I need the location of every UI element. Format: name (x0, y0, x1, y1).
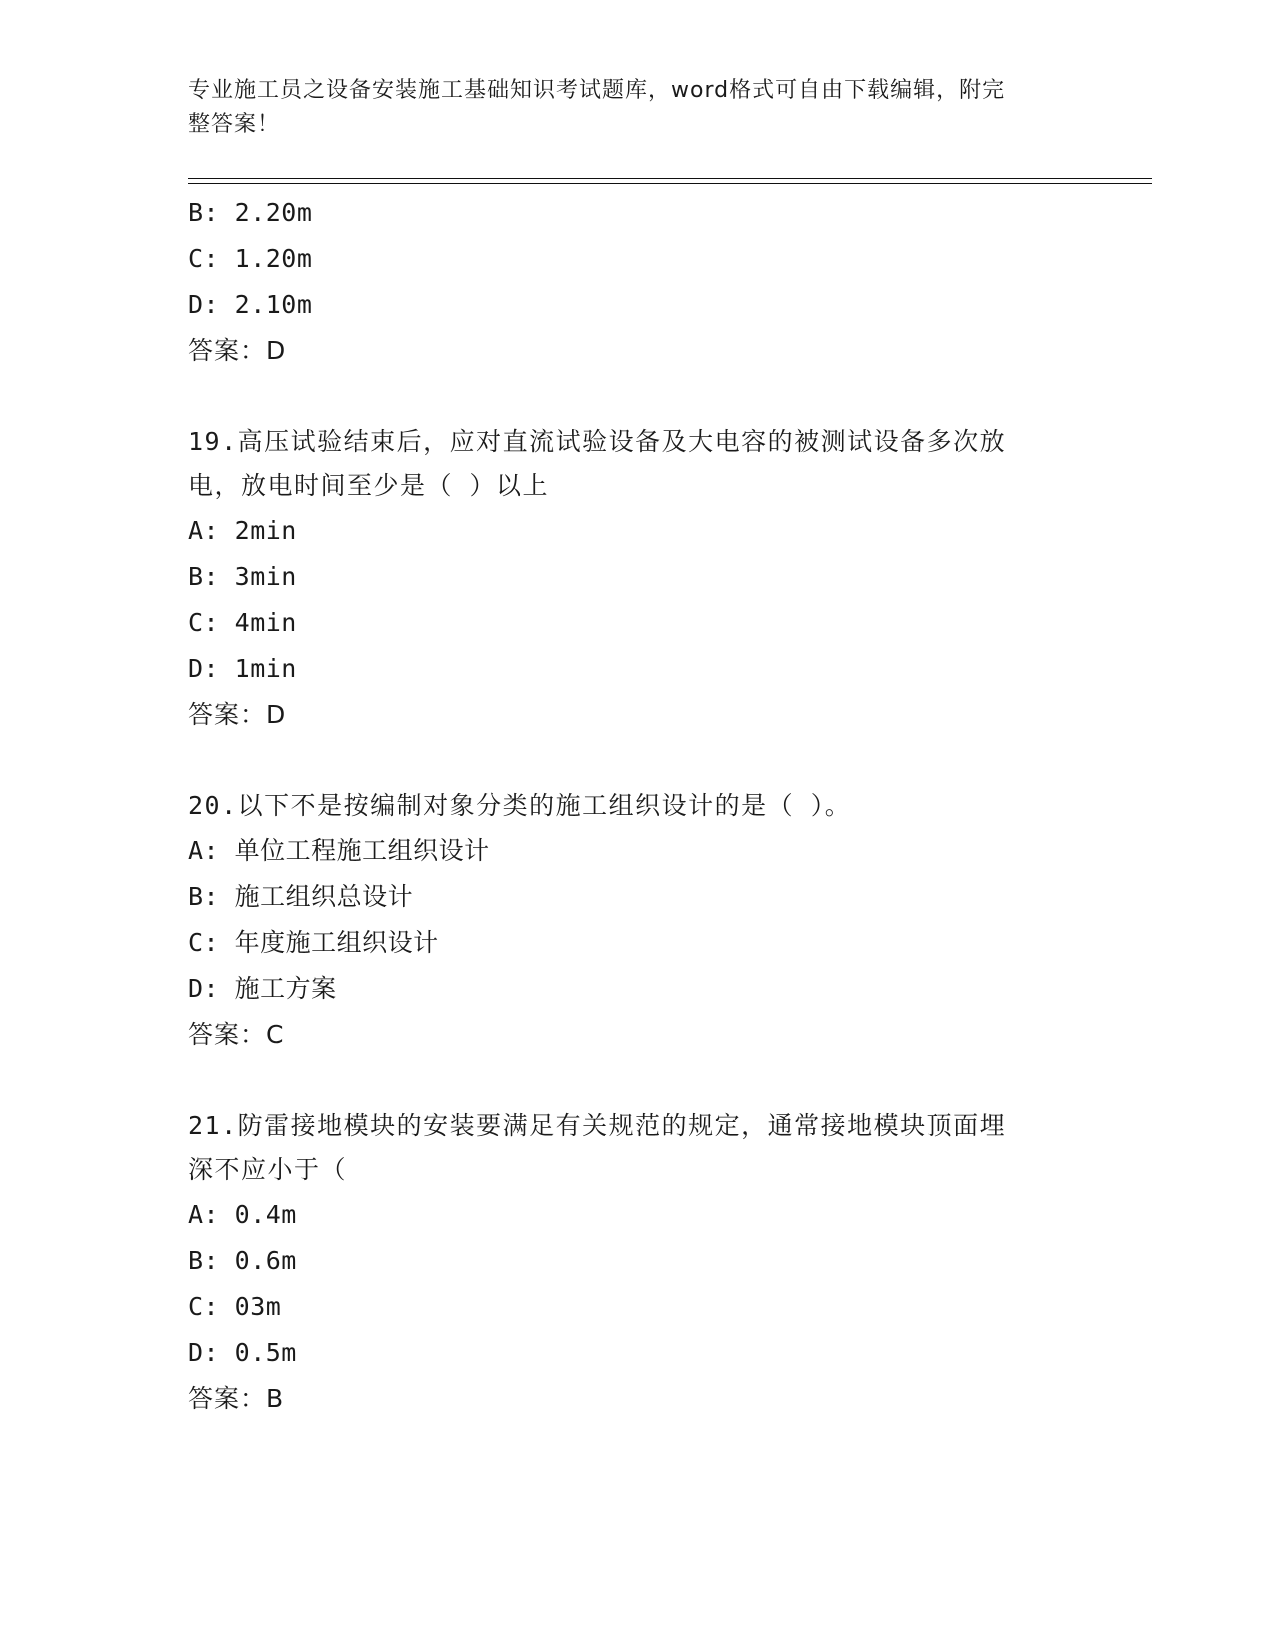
question-text-line-1: 21.防雷接地模块的安装要满足有关规范的规定，通常接地模块顶面埋 (188, 1111, 1007, 1140)
option-c: C: 4min (188, 608, 297, 637)
option-b: B: 3min (188, 562, 297, 591)
option-d: D: 2.10m (188, 290, 313, 319)
option-d: D: 1min (188, 654, 297, 683)
option-d: D: 施工方案 (188, 974, 337, 1003)
option-a: A: 单位工程施工组织设计 (188, 836, 490, 865)
option-c: C: 03m (188, 1292, 282, 1321)
spacer (188, 1058, 1088, 1104)
document-header (188, 74, 1078, 142)
header-line-2: 整答案！ (188, 112, 281, 137)
answer: 答案：D (188, 336, 287, 365)
question-19 (188, 420, 1088, 738)
answer: 答案：D (188, 700, 287, 729)
option-d: D: 0.5m (188, 1338, 297, 1367)
question-text-line-1: 19.高压试验结束后，应对直流试验设备及大电容的被测试设备多次放 (188, 427, 1007, 456)
option-b: B: 施工组织总设计 (188, 882, 414, 911)
question-21 (188, 1104, 1088, 1422)
header-line-1: 专业施工员之设备安装施工基础知识考试题库，word格式可自由下载编辑，附完 (188, 78, 1006, 103)
header-rule-top (188, 178, 1152, 179)
option-c: C: 年度施工组织设计 (188, 928, 439, 957)
spacer (188, 374, 1088, 420)
spacer (188, 738, 1088, 784)
option-a: A: 0.4m (188, 1200, 297, 1229)
option-c: C: 1.20m (188, 244, 313, 273)
question-text-line-1: 20.以下不是按编制对象分类的施工组织设计的是（ ）。 (188, 791, 852, 820)
answer: 答案：B (188, 1384, 285, 1413)
option-b: B: 2.20m (188, 198, 313, 227)
question-list (188, 190, 1088, 1422)
header-rule-bottom (188, 183, 1152, 184)
question-20 (188, 784, 1088, 1058)
question-text-line-2: 深不应小于（ (188, 1155, 348, 1184)
option-a: A: 2min (188, 516, 297, 545)
question-18 (188, 190, 1088, 374)
answer: 答案：C (188, 1020, 285, 1049)
option-b: B: 0.6m (188, 1246, 297, 1275)
question-text-line-2: 电，放电时间至少是（ ）以上 (188, 471, 550, 500)
